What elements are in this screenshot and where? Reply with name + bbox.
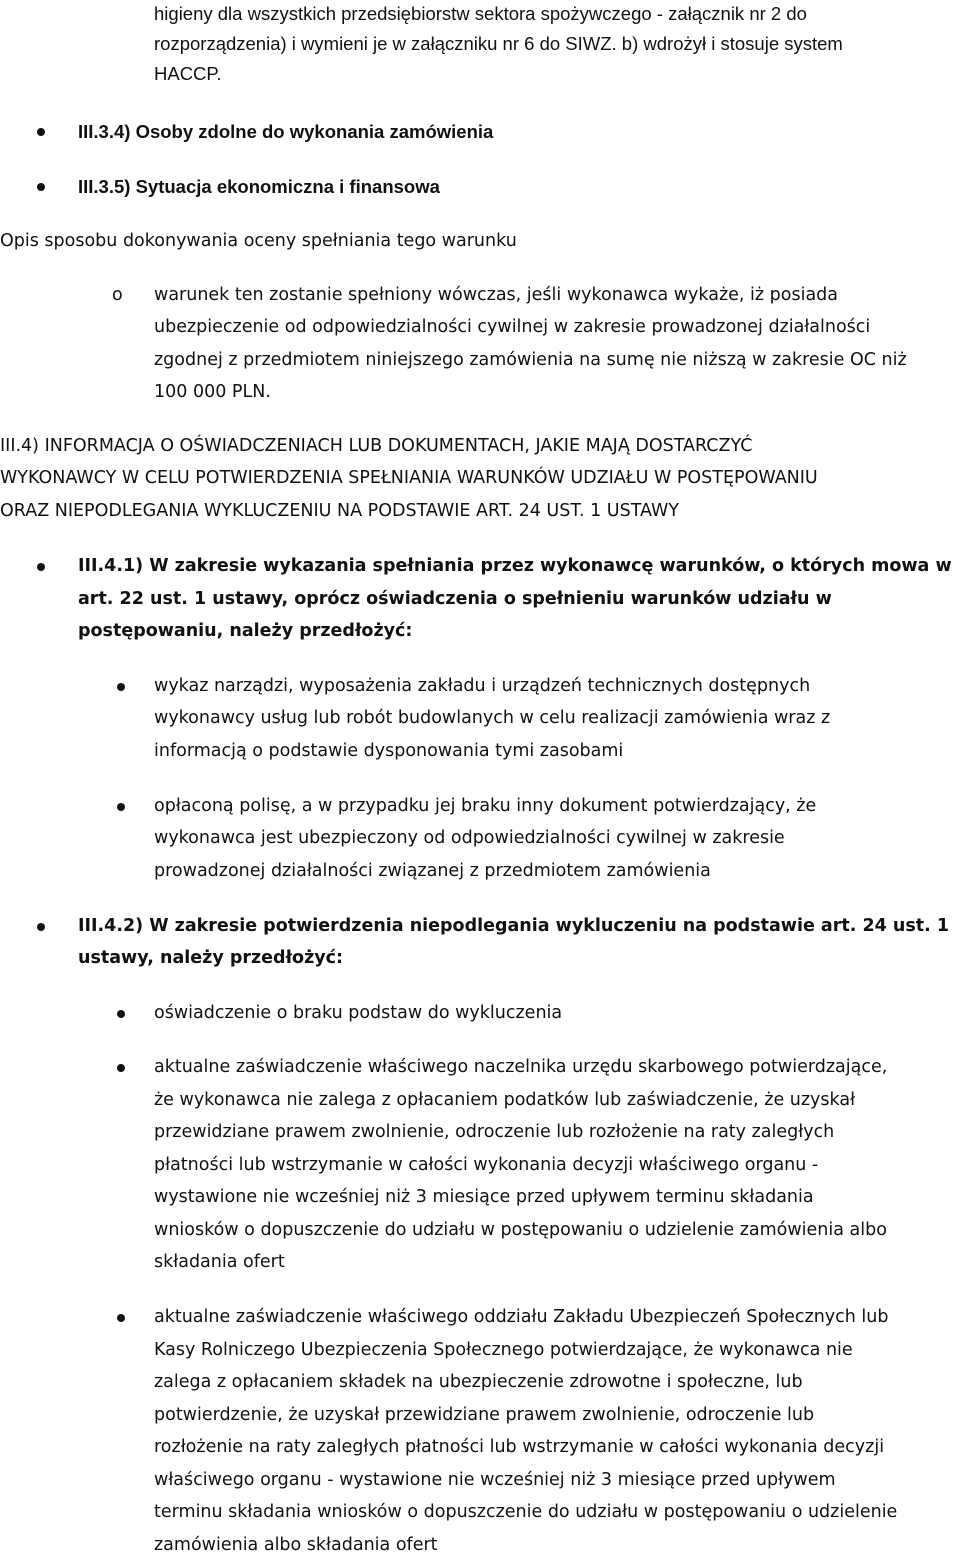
bullet-icon bbox=[37, 128, 45, 136]
paragraph-line: HACCP. bbox=[154, 63, 222, 84]
list-item-line: wykaz narządzi, wyposażenia zakładu i urządzeń technicznych dostępnych bbox=[154, 676, 811, 696]
list-item-line: wniosków o dopuszczenie do udziału w postępowaniu o udzielenie zamówienia albo bbox=[154, 1220, 887, 1240]
section-heading-line: ORAZ NIEPODLEGANIA WYKLUCZENIU NA PODSTAWIE ART. 24 UST. 1 USTAWY bbox=[0, 501, 680, 521]
list-item-line: płatności lub wstrzymanie w całości wykonania decyzji właściwego organu - bbox=[154, 1155, 819, 1175]
list-item-line: zamówienia albo składania ofert bbox=[154, 1535, 438, 1555]
condition-line: zgodnej z przedmiotem niniejszego zamówienia na sumę nie niższą w zakresie OC niż bbox=[154, 350, 907, 370]
list-item-line: terminu składania wniosków o dopuszczenie do udziału w postępowaniu o udzielenie bbox=[154, 1502, 898, 1522]
bullet-icon bbox=[117, 683, 125, 691]
list-item-line: Kasy Rolniczego Ubezpieczenia Społecznego potwierdzające, że wykonawca nie bbox=[154, 1340, 853, 1360]
bullet-icon bbox=[37, 183, 45, 191]
subsection-heading-line: III.4.1) W zakresie wykazania spełniania przez wykonawcę warunków, o których mowa w bbox=[78, 556, 952, 576]
assessment-heading: Opis sposobu dokonywania oceny spełniania tego warunku bbox=[0, 231, 517, 251]
list-item-line: właściwego organu - wystawione nie wcześniej niż 3 miesiące przed upływem bbox=[154, 1470, 836, 1490]
list-item-line: aktualne zaświadczenie właściwego naczelnika urzędu skarbowego potwierdzające, bbox=[154, 1057, 888, 1077]
paragraph-line: rozporządzenia) i wymieni je w załączniku nr 6 do SIWZ. b) wdrożył i stosuje system bbox=[154, 33, 843, 54]
list-item-line: wystawione nie wcześniej niż 3 miesiące przed upływem terminu składania bbox=[154, 1187, 814, 1207]
list-item-line: wykonawcy usług lub robót budowlanych w celu realizacji zamówienia wraz z bbox=[154, 708, 831, 728]
list-item-line: składania ofert bbox=[154, 1252, 285, 1272]
section-heading-line: III.4) INFORMACJA O OŚWIADCZENIACH LUB DOKUMENTACH, JAKIE MAJĄ DOSTARCZYĆ bbox=[0, 436, 753, 456]
list-item-line: prowadzonej działalności związanej z przedmiotem zamówienia bbox=[154, 861, 711, 881]
list-item-line: opłaconą polisę, a w przypadku jej braku inny dokument potwierdzający, że bbox=[154, 796, 817, 816]
bullet-icon bbox=[37, 563, 45, 571]
condition-line: ubezpieczenie od odpowiedzialności cywilnej w zakresie prowadzonej działalności bbox=[154, 317, 871, 337]
bullet-icon bbox=[117, 803, 125, 811]
list-item-line: potwierdzenie, że uzyskał przewidziane prawem zwolnienie, odroczenie lub bbox=[154, 1405, 815, 1425]
subsection-heading-line: postępowaniu, należy przedłożyć: bbox=[78, 621, 413, 641]
section-item: III.3.5) Sytuacja ekonomiczna i finansowa bbox=[78, 176, 440, 197]
bullet-icon bbox=[37, 923, 45, 931]
list-item-line: przewidziane prawem zwolnienie, odroczenie lub rozłożenie na raty zaległych bbox=[154, 1122, 835, 1142]
list-item-line: wykonawca jest ubezpieczony od odpowiedzialności cywilnej w zakresie bbox=[154, 828, 785, 848]
section-heading-line: WYKONAWCY W CELU POTWIERDZENIA SPEŁNIANIA WARUNKÓW UDZIAŁU W POSTĘPOWANIU bbox=[0, 468, 818, 488]
list-item-line: zalega z opłacaniem składek na ubezpieczenie zdrowotne i społeczne, lub bbox=[154, 1372, 803, 1392]
list-item-line: że wykonawca nie zalega z opłacaniem podatków lub zaświadczenie, że uzyskał bbox=[154, 1090, 856, 1110]
circle-bullet-marker: o bbox=[112, 285, 123, 305]
condition-line: 100 000 PLN. bbox=[154, 382, 271, 402]
bullet-icon bbox=[117, 1314, 125, 1322]
bullet-icon bbox=[117, 1064, 125, 1072]
list-item-line: aktualne zaświadczenie właściwego oddziału Zakładu Ubezpieczeń Społecznych lub bbox=[154, 1307, 889, 1327]
subsection-heading-line: III.4.2) W zakresie potwierdzenia niepodlegania wykluczeniu na podstawie art. 24 ust. 1 bbox=[78, 916, 950, 936]
subsection-heading-line: ustawy, należy przedłożyć: bbox=[78, 948, 344, 968]
list-item-line: oświadczenie o braku podstaw do wykluczenia bbox=[154, 1003, 563, 1023]
condition-line: warunek ten zostanie spełniony wówczas, jeśli wykonawca wykaże, iż posiada bbox=[154, 285, 838, 305]
bullet-icon bbox=[117, 1010, 125, 1018]
list-item-line: informacją o podstawie dysponowania tymi zasobami bbox=[154, 741, 624, 761]
section-item: III.3.4) Osoby zdolne do wykonania zamówienia bbox=[78, 121, 494, 142]
list-item-line: rozłożenie na raty zaległych płatności lub wstrzymanie w całości wykonania decyzji bbox=[154, 1437, 885, 1457]
paragraph-line: higieny dla wszystkich przedsiębiorstw sektora spożywczego - załącznik nr 2 do bbox=[154, 3, 807, 24]
subsection-heading-line: art. 22 ust. 1 ustawy, oprócz oświadczenia o spełnieniu warunków udziału w bbox=[78, 589, 832, 609]
